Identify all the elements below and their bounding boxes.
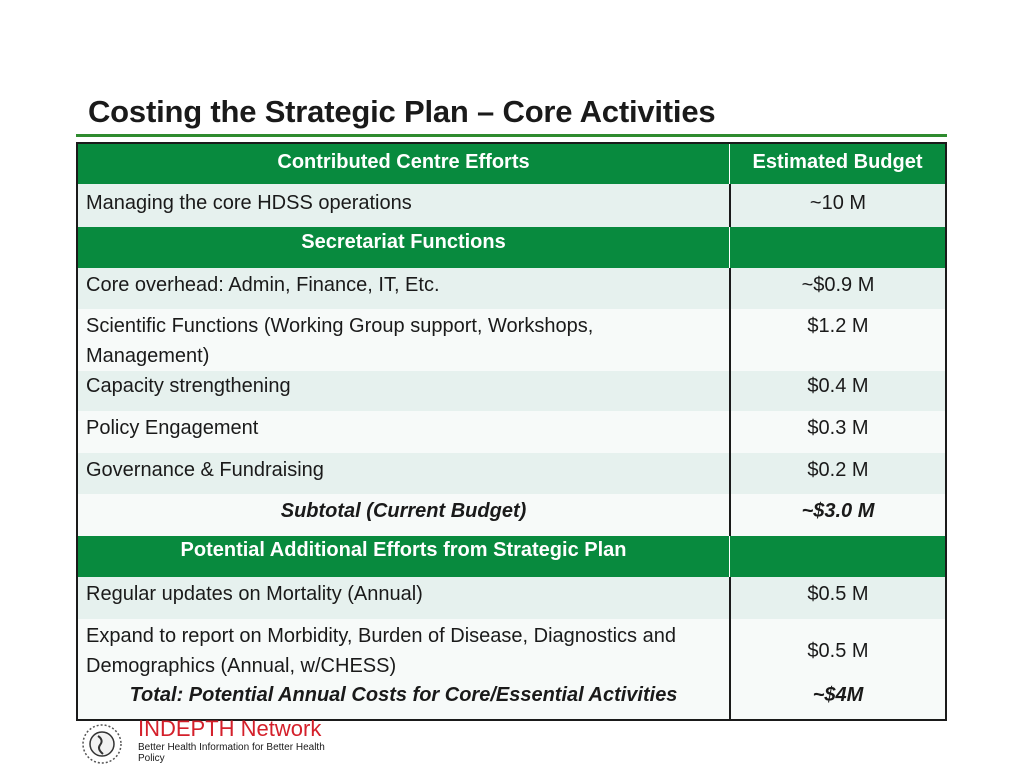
table-row <box>78 371 945 411</box>
title-divider <box>76 134 947 137</box>
row-value: $0.2 M <box>729 453 945 494</box>
logo-name: INDEPTH Network <box>138 716 322 741</box>
row-label: Scientific Functions (Working Group support, Workshops, Management) <box>86 315 594 367</box>
subtotal-value: ~$3.0 M <box>729 494 945 536</box>
row-label: Core overhead: Admin, Finance, IT, Etc. <box>86 274 440 296</box>
table-row <box>78 619 945 680</box>
row-value: ~$0.9 M <box>729 268 945 309</box>
row-value: $0.4 M <box>729 371 945 411</box>
subtotal-row <box>78 494 945 536</box>
row-value: $0.5 M <box>729 619 945 680</box>
table-row <box>78 577 945 619</box>
table-row <box>78 309 945 371</box>
subtotal-label: Subtotal (Current Budget) <box>280 500 527 522</box>
row-label: Capacity strengthening <box>86 375 291 397</box>
row-label: Regular updates on Mortality (Annual) <box>86 583 423 605</box>
row-value: $0.5 M <box>729 577 945 619</box>
row-label: Expand to report on Morbidity, Burden of Disease, Diagnostics and Demographics (Annual, w/CHESS) <box>86 625 676 677</box>
globe-seal-icon <box>74 720 130 766</box>
row-value: ~10 M <box>729 184 945 227</box>
logo-tagline: Better Health Information for Better Health Policy <box>138 742 325 764</box>
section-value-empty <box>729 536 945 577</box>
section-value-empty <box>729 227 945 268</box>
row-label: Managing the core HDSS operations <box>86 192 412 214</box>
table-row <box>78 453 945 494</box>
cost-table <box>76 142 947 721</box>
table-row <box>78 411 945 453</box>
row-value: $0.3 M <box>729 411 945 453</box>
row-label: Governance & Fundraising <box>86 459 324 481</box>
header-cell-budget: Estimated Budget <box>729 144 945 184</box>
table-header-row <box>78 144 945 184</box>
total-value: ~$4M <box>729 680 945 719</box>
header-cell-efforts: Contributed Centre Efforts <box>277 151 530 173</box>
table-row <box>78 268 945 309</box>
section-label: Potential Additional Efforts from Strategic Plan <box>180 539 627 561</box>
row-value: $1.2 M <box>729 309 945 371</box>
section-label: Secretariat Functions <box>301 231 506 253</box>
total-label: Total: Potential Annual Costs for Core/Essential Activities <box>129 684 678 706</box>
section-row-additional <box>78 536 945 577</box>
indepth-logo <box>74 716 354 768</box>
table-row <box>78 184 945 227</box>
page-title: Costing the Strategic Plan – Core Activities <box>88 94 716 129</box>
section-row-secretariat <box>78 227 945 268</box>
row-label: Policy Engagement <box>86 417 259 439</box>
total-row <box>78 680 945 719</box>
